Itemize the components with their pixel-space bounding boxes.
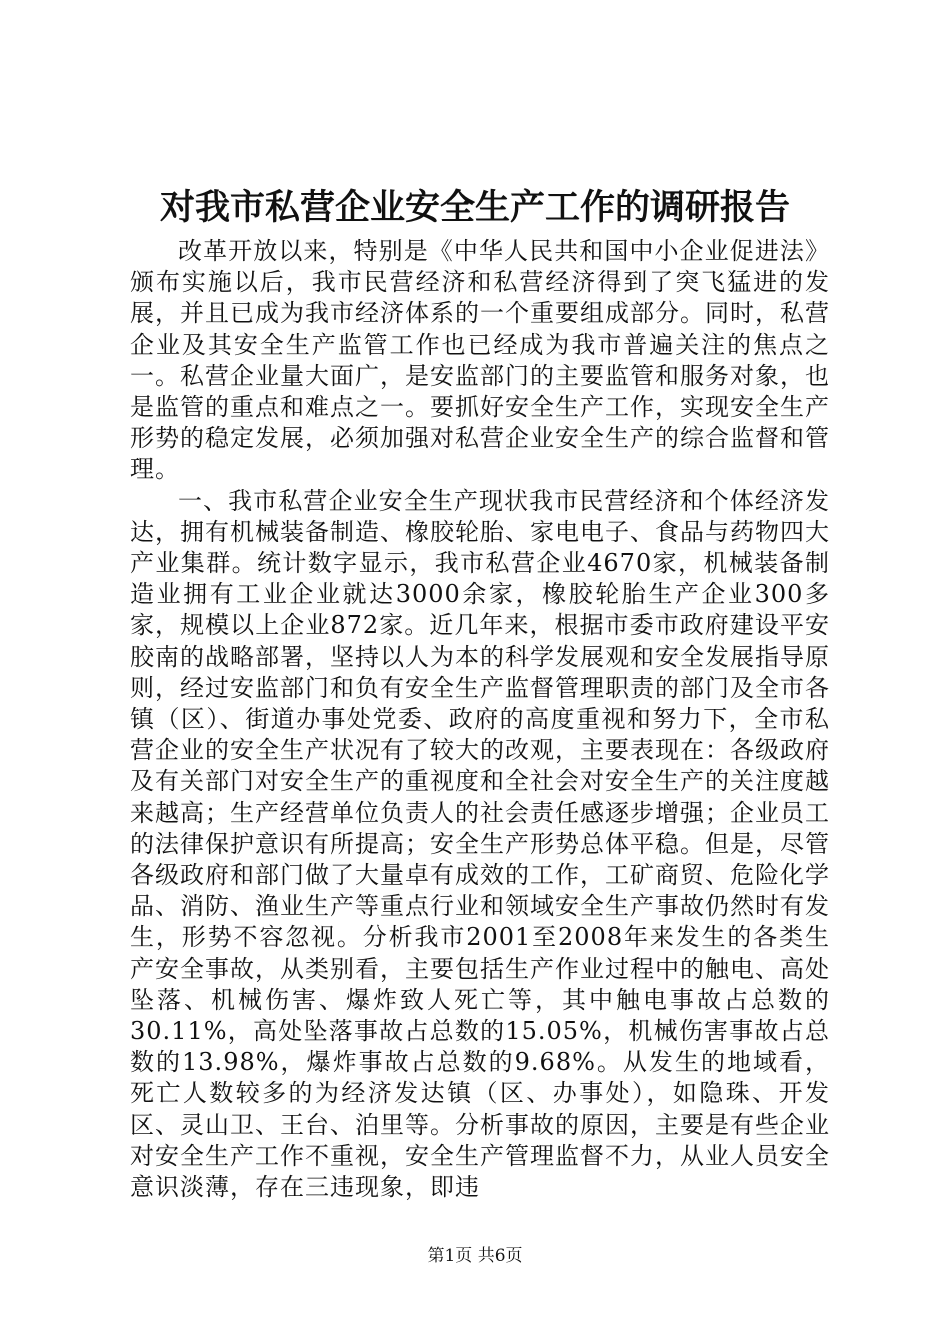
paragraph-section-one: 一、我市私营企业安全生产现状我市民营经济和个体经济发达，拥有机械装备制造、橡胶轮胎、家电电子、食品与药物四大产业集群。统计数字显示，我市私营企业4670家，机械装备制造业拥有工业企业就达3000余家，橡胶轮胎生产企业300多家，规模以上企业872家。近几年来，根据市委市政府建设平安胶南的战略部署，坚持以人为本的科学发展观和安全发展指导原则，经过安监部门和负有安全生产监督管理职责的部门及全市各镇（区）、街道办事处党委、政府的高度重视和努力下，全市私营企业的安全生产状况有了较大的改观，主要表现在：各级政府及有关部门对安全生产的重视度和全社会对安全生产的关注度越来越高；生产经营单位负责人的社会责任感逐步增强；企业员工的法律保护意识有所提高；安全生产形势总体平稳。但是，尽管各级政府和部门做了大量卓有成效的工作，工矿商贸、危险化学品、消防、渔业生产等重点行业和领域安全生产事故仍然时有发生，形势不容忽视。分析我市2001至2008年来发生的各类生产安全事故，从类别看，主要包括生产作业过程中的触电、高处坠落、机械伤害、爆炸致人死亡等，其中触电事故占总数的30.11%，高处坠落事故占总数的15.05%，机械伤害事故占总数的13.98%，爆炸事故占总数的9.68%。从发生的地域看，死亡人数较多的为经济发达镇（区、办事处），如隐珠、开发区、灵山卫、王台、泊里等。分析事故的原因，主要是有些企业对安全生产工作不重视，安全生产管理监督不力，从业人员安全意识淡薄，存在三违现象，即违 — [130, 486, 830, 1202]
paragraph-intro: 改革开放以来，特别是《中华人民共和国中小企业促进法》颁布实施以后，我市民营经济和私营经济得到了突飞猛进的发展，并且已成为我市经济体系的一个重要组成部分。同时，私营企业及其安全生产监管工作也已经成为我市普遍关注的焦点之一。私营企业量大面广，是安监部门的主要监管和服务对象，也是监管的重点和难点之一。要抓好安全生产工作，实现安全生产形势的稳定发展，必须加强对私营企业安全生产的综合监督和管理。 — [130, 237, 830, 484]
page-footer-indicator: 第1页 共6页 — [427, 1246, 523, 1266]
document-body — [130, 236, 830, 1203]
document-title: 对我市私营企业安全生产工作的调研报告 — [159, 187, 790, 228]
